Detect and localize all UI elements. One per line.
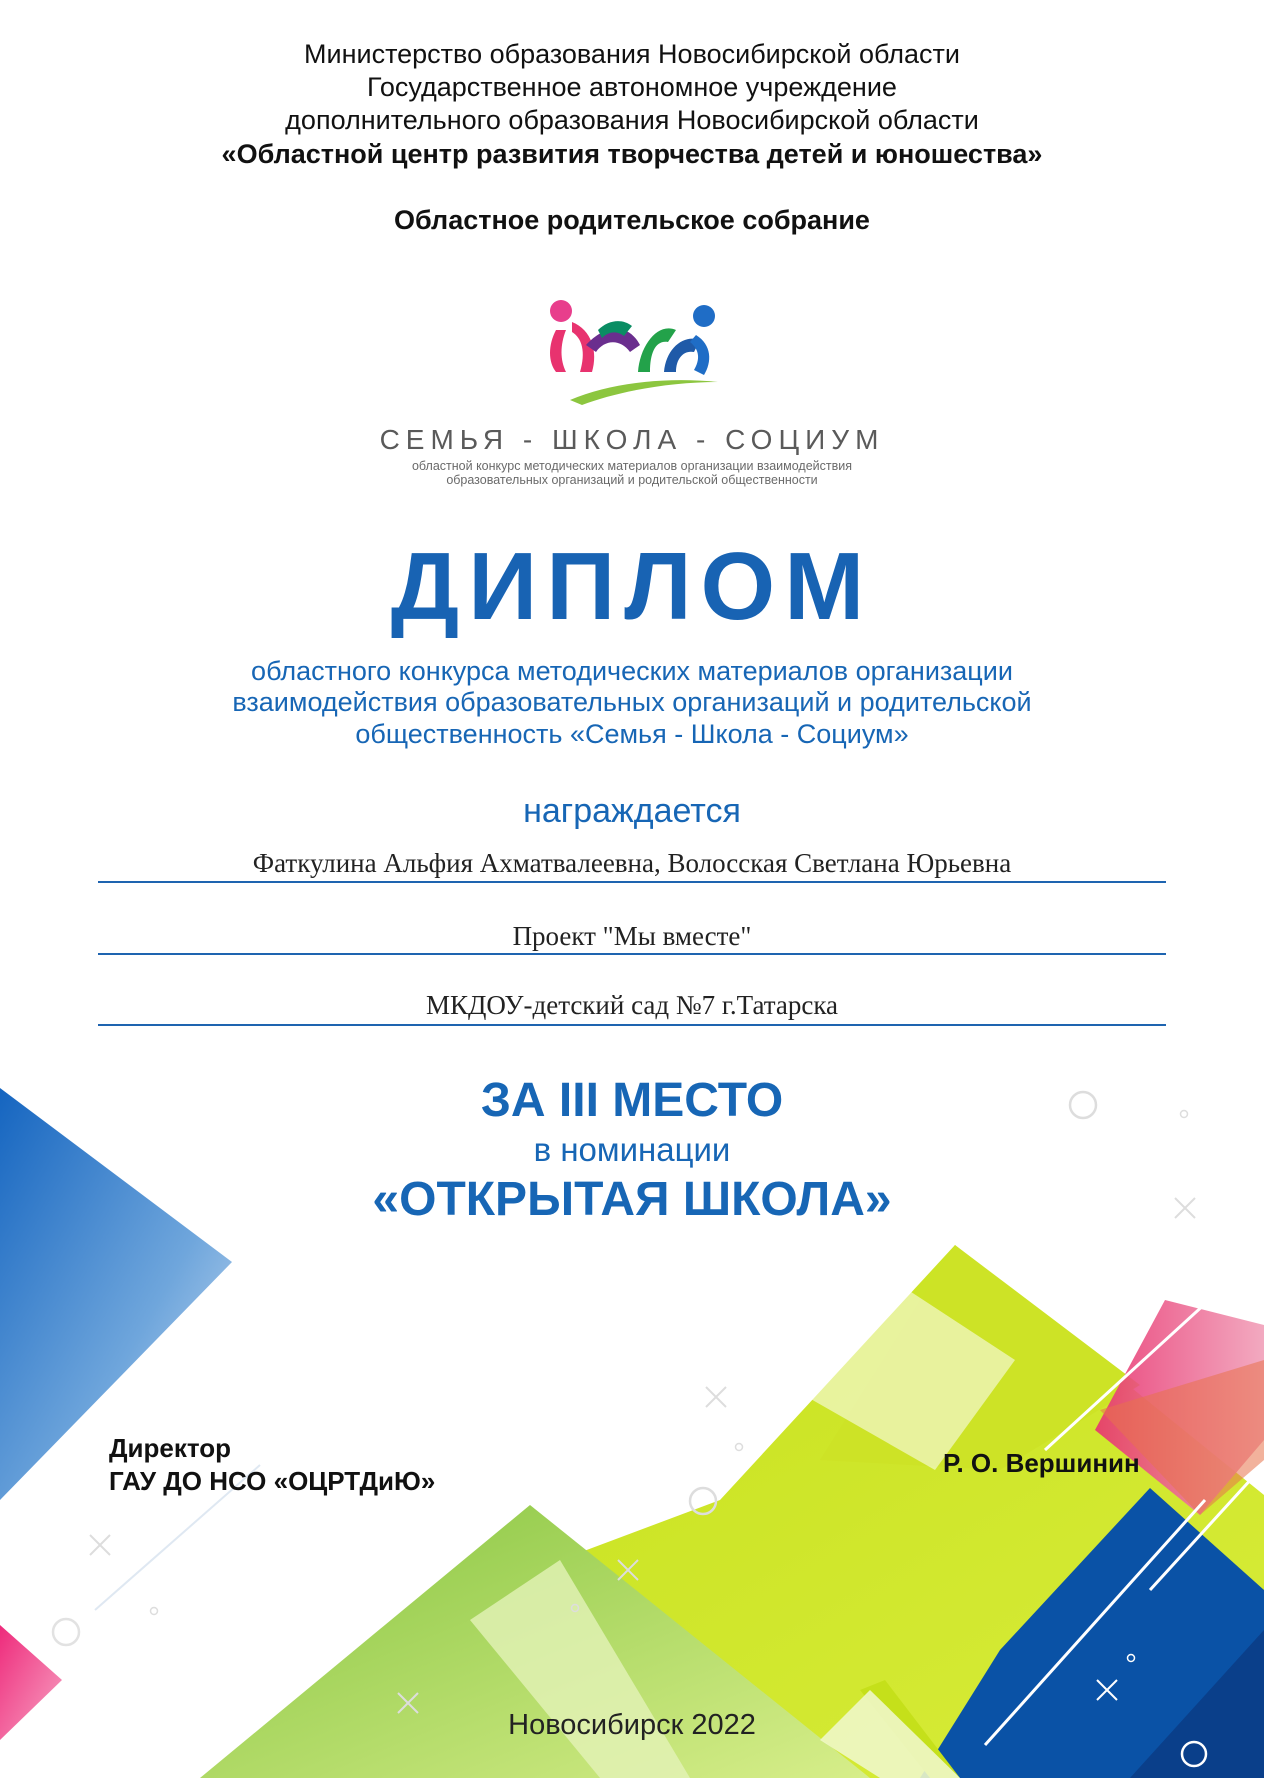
project-name-underline (98, 953, 1166, 955)
awarded-label: награждается (523, 792, 741, 830)
event-title: Областное родительское собрание (394, 205, 870, 235)
institution-type-line: Государственное автономное учреждение (367, 72, 897, 102)
nomination-prefix: в номинации (533, 1131, 731, 1168)
institution-name-line: «Областной центр развития творчества детей и юношества» (221, 139, 1043, 169)
recipient-names: Фаткулина Альфия Ахматвалеевна, Волосская Светлана Юрьевна (252, 848, 1012, 878)
logo-brand-text: СЕМЬЯ - ШКОЛА - СОЦИУМ (379, 424, 885, 455)
description-line1: областного конкурса методических материалов организации (251, 656, 1013, 686)
recipient-names-underline (98, 881, 1166, 883)
organization-name-underline (98, 1024, 1166, 1026)
description-line3: общественность «Семья - Школа - Социум» (355, 719, 909, 749)
ministry-line: Министерство образования Новосибирской области (304, 39, 960, 69)
nomination-name: «ОТКРЫТАЯ ШКОЛА» (372, 1173, 892, 1226)
award-place: ЗА III МЕСТО (480, 1074, 784, 1127)
logo-subtitle-line1: областной конкурс методических материалов организации взаимодействия (411, 459, 853, 473)
director-name: Р. О. Вершинин (943, 1448, 1140, 1478)
institution-region-line: дополнительного образования Новосибирской области (285, 105, 979, 135)
project-name: Проект "Мы вместе" (512, 921, 752, 951)
director-title: Директор (109, 1433, 232, 1463)
city-year: Новосибирск 2022 (508, 1709, 756, 1741)
description-line2: взаимодействия образовательных организаций и родительской (232, 687, 1032, 717)
organization-name: МКДОУ-детский сад №7 г.Татарска (425, 990, 839, 1020)
director-organization: ГАУ ДО НСО «ОЦРТДиЮ» (109, 1466, 436, 1496)
diploma-title: ДИПЛОМ (390, 533, 874, 640)
logo-subtitle-line2: образовательных организаций и родительской общественности (446, 473, 818, 487)
semya-shkola-sotsium-logo (550, 300, 718, 405)
